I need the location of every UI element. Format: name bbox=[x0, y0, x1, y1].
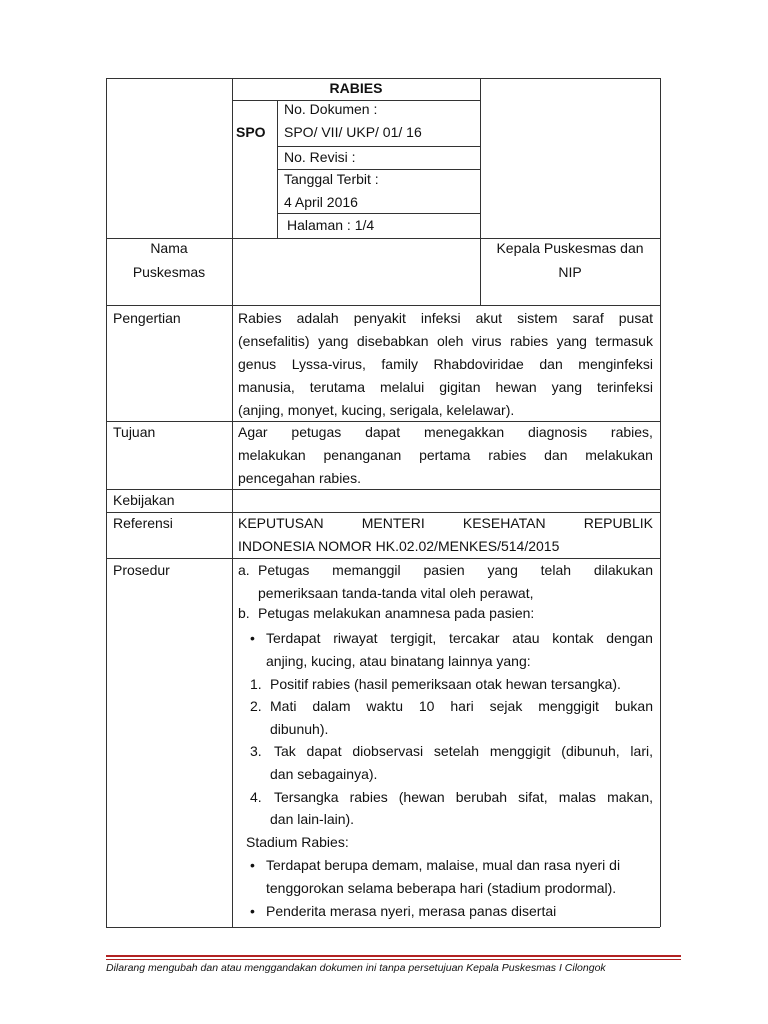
word: rabies, bbox=[610, 424, 653, 440]
word: dan bbox=[539, 356, 563, 372]
word: genus bbox=[238, 356, 277, 372]
row-divider-tujuan bbox=[106, 421, 660, 422]
table-col-divider bbox=[232, 78, 233, 927]
word: menegakkan bbox=[423, 424, 505, 440]
word: Agar bbox=[238, 424, 268, 440]
word: Rabies bbox=[238, 310, 282, 326]
document-title: RABIES bbox=[329, 80, 383, 96]
pengertian-line bbox=[238, 333, 653, 350]
word: malas bbox=[558, 789, 597, 805]
word: sejak bbox=[489, 698, 523, 714]
word: (ensefalitis) bbox=[238, 333, 310, 349]
row-divider-kebijakan bbox=[106, 489, 660, 490]
word: memanggil bbox=[332, 562, 401, 578]
pengertian-label: Pengertian bbox=[113, 310, 181, 326]
tanggal-terbit-value: 4 April 2016 bbox=[284, 194, 358, 210]
word: dilakukan bbox=[593, 562, 653, 578]
table-border-top bbox=[106, 78, 660, 79]
word: yang bbox=[487, 562, 518, 578]
word: menggigit bbox=[489, 743, 551, 759]
word: disebabkan bbox=[356, 333, 429, 349]
referensi-line bbox=[238, 515, 653, 532]
stadium-rabies-heading: Stadium Rabies: bbox=[246, 834, 349, 850]
word: rabies bbox=[509, 333, 549, 349]
word: pertama bbox=[419, 447, 471, 463]
kepala-puskesmas-line2: NIP bbox=[558, 264, 582, 280]
prosedur-b-line1: Petugas melakukan anamnesa pada pasien: bbox=[258, 605, 535, 621]
footer-rule-thick bbox=[106, 955, 681, 957]
word: berubah bbox=[455, 789, 508, 805]
word: dan bbox=[544, 447, 568, 463]
word: atau bbox=[512, 630, 540, 646]
word: petugas bbox=[291, 424, 342, 440]
word: akut bbox=[475, 310, 503, 326]
numbered-item-4-line1 bbox=[274, 789, 653, 806]
nama-puskesmas-line2: Puskesmas bbox=[132, 264, 206, 280]
table-border-bottom bbox=[106, 927, 660, 928]
word: terinfeksi bbox=[596, 379, 653, 395]
word: pusat bbox=[618, 310, 653, 326]
word: hari bbox=[450, 698, 474, 714]
list-marker-a: a. bbox=[238, 562, 250, 578]
word: melalui bbox=[379, 379, 425, 395]
word: dengan bbox=[606, 630, 653, 646]
bullet2-line1: Terdapat berupa demam, malaise, mual dan rasa nyeri di bbox=[266, 857, 621, 873]
word: infeksi bbox=[420, 310, 461, 326]
no-revisi: No. Revisi : bbox=[284, 149, 356, 165]
row-divider-prosedur bbox=[106, 558, 660, 559]
spo-label: SPO bbox=[236, 124, 266, 140]
word: termasuk bbox=[595, 333, 653, 349]
numbered-item-2-line1 bbox=[270, 698, 653, 715]
bullet1-line1 bbox=[266, 630, 653, 647]
pengertian-line bbox=[238, 310, 653, 327]
word: tercakar bbox=[448, 630, 500, 646]
word: tergigit, bbox=[390, 630, 437, 646]
word: riwayat bbox=[333, 630, 378, 646]
word: setelah bbox=[433, 743, 480, 759]
bullet-marker: • bbox=[250, 903, 255, 919]
word: makan, bbox=[607, 789, 653, 805]
word: Terdapat bbox=[266, 630, 321, 646]
list-marker-2: 2. bbox=[250, 698, 262, 714]
word: gigitan bbox=[439, 379, 481, 395]
tujuan-line bbox=[238, 447, 653, 464]
list-marker-1: 1. bbox=[250, 676, 262, 692]
word: yang bbox=[556, 333, 587, 349]
word: saraf bbox=[572, 310, 604, 326]
word: Petugas bbox=[258, 562, 310, 578]
word: dalam bbox=[312, 698, 351, 714]
word: melakukan bbox=[238, 447, 306, 463]
word: bukan bbox=[614, 698, 653, 714]
numbered-item-3-line1 bbox=[274, 743, 653, 760]
numbered-item-1: Positif rabies (hasil pemeriksaan otak hewan tersangka). bbox=[270, 676, 621, 692]
header-divider-revisi bbox=[277, 146, 480, 147]
word: KESEHATAN bbox=[462, 515, 546, 531]
prosedur-a-line1 bbox=[258, 562, 653, 579]
word: menggigit bbox=[538, 698, 599, 714]
word: yang bbox=[318, 333, 349, 349]
header-spo-divider bbox=[277, 100, 278, 238]
list-marker-4: 4. bbox=[250, 789, 262, 805]
kebijakan-label: Kebijakan bbox=[113, 492, 175, 508]
numbered-item-4-line2: dan lain-lain). bbox=[270, 811, 355, 827]
row-divider-pengertian bbox=[106, 305, 660, 306]
numbered-item-3-line2: dan sebagainya). bbox=[270, 766, 378, 782]
word: dapat bbox=[365, 424, 401, 440]
table-border-left bbox=[106, 78, 107, 927]
word: hewan bbox=[495, 379, 537, 395]
word: penyakit bbox=[353, 310, 406, 326]
word: terutama bbox=[309, 379, 365, 395]
word: waktu bbox=[366, 698, 403, 714]
word: manusia, bbox=[238, 379, 295, 395]
word: Mati bbox=[270, 698, 297, 714]
word: sifat, bbox=[518, 789, 548, 805]
word: Rhabdoviridae bbox=[433, 356, 524, 372]
no-dokumen-value: SPO/ VII/ UKP/ 01/ 16 bbox=[284, 124, 422, 140]
table-border-right bbox=[660, 78, 661, 927]
word: 10 bbox=[418, 698, 435, 714]
prosedur-a-line2: pemeriksaan tanda-tanda vital oleh perawat, bbox=[258, 585, 534, 601]
footer-disclaimer: Dilarang mengubah dan atau menggandakan dokumen ini tanpa persetujuan Kepala Puskesmas I Cilongok bbox=[106, 962, 606, 974]
list-marker-b: b. bbox=[238, 605, 250, 621]
word: adalah bbox=[296, 310, 339, 326]
word: MENTERI bbox=[361, 515, 425, 531]
word: Tersangka bbox=[274, 789, 339, 805]
bullet1-line2: anjing, kucing, atau binatang lainnya yang: bbox=[266, 653, 531, 669]
pengertian-line bbox=[238, 379, 653, 396]
header-divider-halaman bbox=[277, 213, 480, 214]
row-divider-sign bbox=[106, 238, 660, 239]
numbered-item-2-line2: dibunuh). bbox=[270, 721, 329, 737]
word: (dibunuh, bbox=[561, 743, 620, 759]
word: REPUBLIK bbox=[583, 515, 653, 531]
word: Lyssa-virus, bbox=[291, 356, 366, 372]
bullet-marker: • bbox=[250, 630, 255, 646]
referensi-label: Referensi bbox=[113, 515, 173, 531]
prosedur-label: Prosedur bbox=[113, 562, 170, 578]
word: virus bbox=[471, 333, 502, 349]
bullet-marker: • bbox=[250, 857, 255, 873]
word: rabies bbox=[488, 447, 527, 463]
word: (hewan bbox=[398, 789, 445, 805]
row-divider-referensi bbox=[106, 512, 660, 513]
tujuan-line bbox=[238, 424, 653, 441]
tujuan-label: Tujuan bbox=[113, 424, 156, 440]
pengertian-line bbox=[238, 356, 653, 373]
word: diobservasi bbox=[352, 743, 424, 759]
word: dapat bbox=[306, 743, 342, 759]
header-divider-tanggal bbox=[277, 169, 480, 170]
tujuan-line: pencegahan rabies. bbox=[238, 470, 361, 486]
word: menginfeksi bbox=[578, 356, 653, 372]
word: diagnosis bbox=[527, 424, 588, 440]
no-dokumen-label: No. Dokumen : bbox=[284, 101, 378, 117]
word: family bbox=[381, 356, 418, 372]
word: rabies bbox=[349, 789, 388, 805]
word: oleh bbox=[436, 333, 464, 349]
pengertian-line: (anjing, monyet, kucing, serigala, kelelawar). bbox=[238, 402, 515, 418]
word: pasien bbox=[423, 562, 465, 578]
word: kontak bbox=[552, 630, 594, 646]
kepala-puskesmas-line1: Kepala Puskesmas dan bbox=[496, 240, 644, 256]
word: KEPUTUSAN bbox=[238, 515, 324, 531]
halaman: Halaman : 1/4 bbox=[287, 217, 375, 233]
bullet2-line2: tenggorokan selama beberapa hari (stadium prodormal). bbox=[266, 880, 617, 896]
tanggal-terbit-label: Tanggal Terbit : bbox=[284, 171, 379, 187]
word: penanganan bbox=[323, 447, 402, 463]
footer-rule-thin bbox=[106, 959, 681, 960]
list-marker-3: 3. bbox=[250, 743, 262, 759]
word: lari, bbox=[630, 743, 653, 759]
word: telah bbox=[540, 562, 572, 578]
referensi-line: INDONESIA NOMOR HK.02.02/MENKES/514/2015 bbox=[238, 538, 560, 554]
word: melakukan bbox=[585, 447, 653, 463]
word: sistem bbox=[517, 310, 558, 326]
word: yang bbox=[551, 379, 582, 395]
word: Tak bbox=[274, 743, 296, 759]
nama-puskesmas-line1: Nama bbox=[150, 240, 188, 256]
bullet3-line1: Penderita merasa nyeri, merasa panas disertai bbox=[266, 903, 557, 919]
